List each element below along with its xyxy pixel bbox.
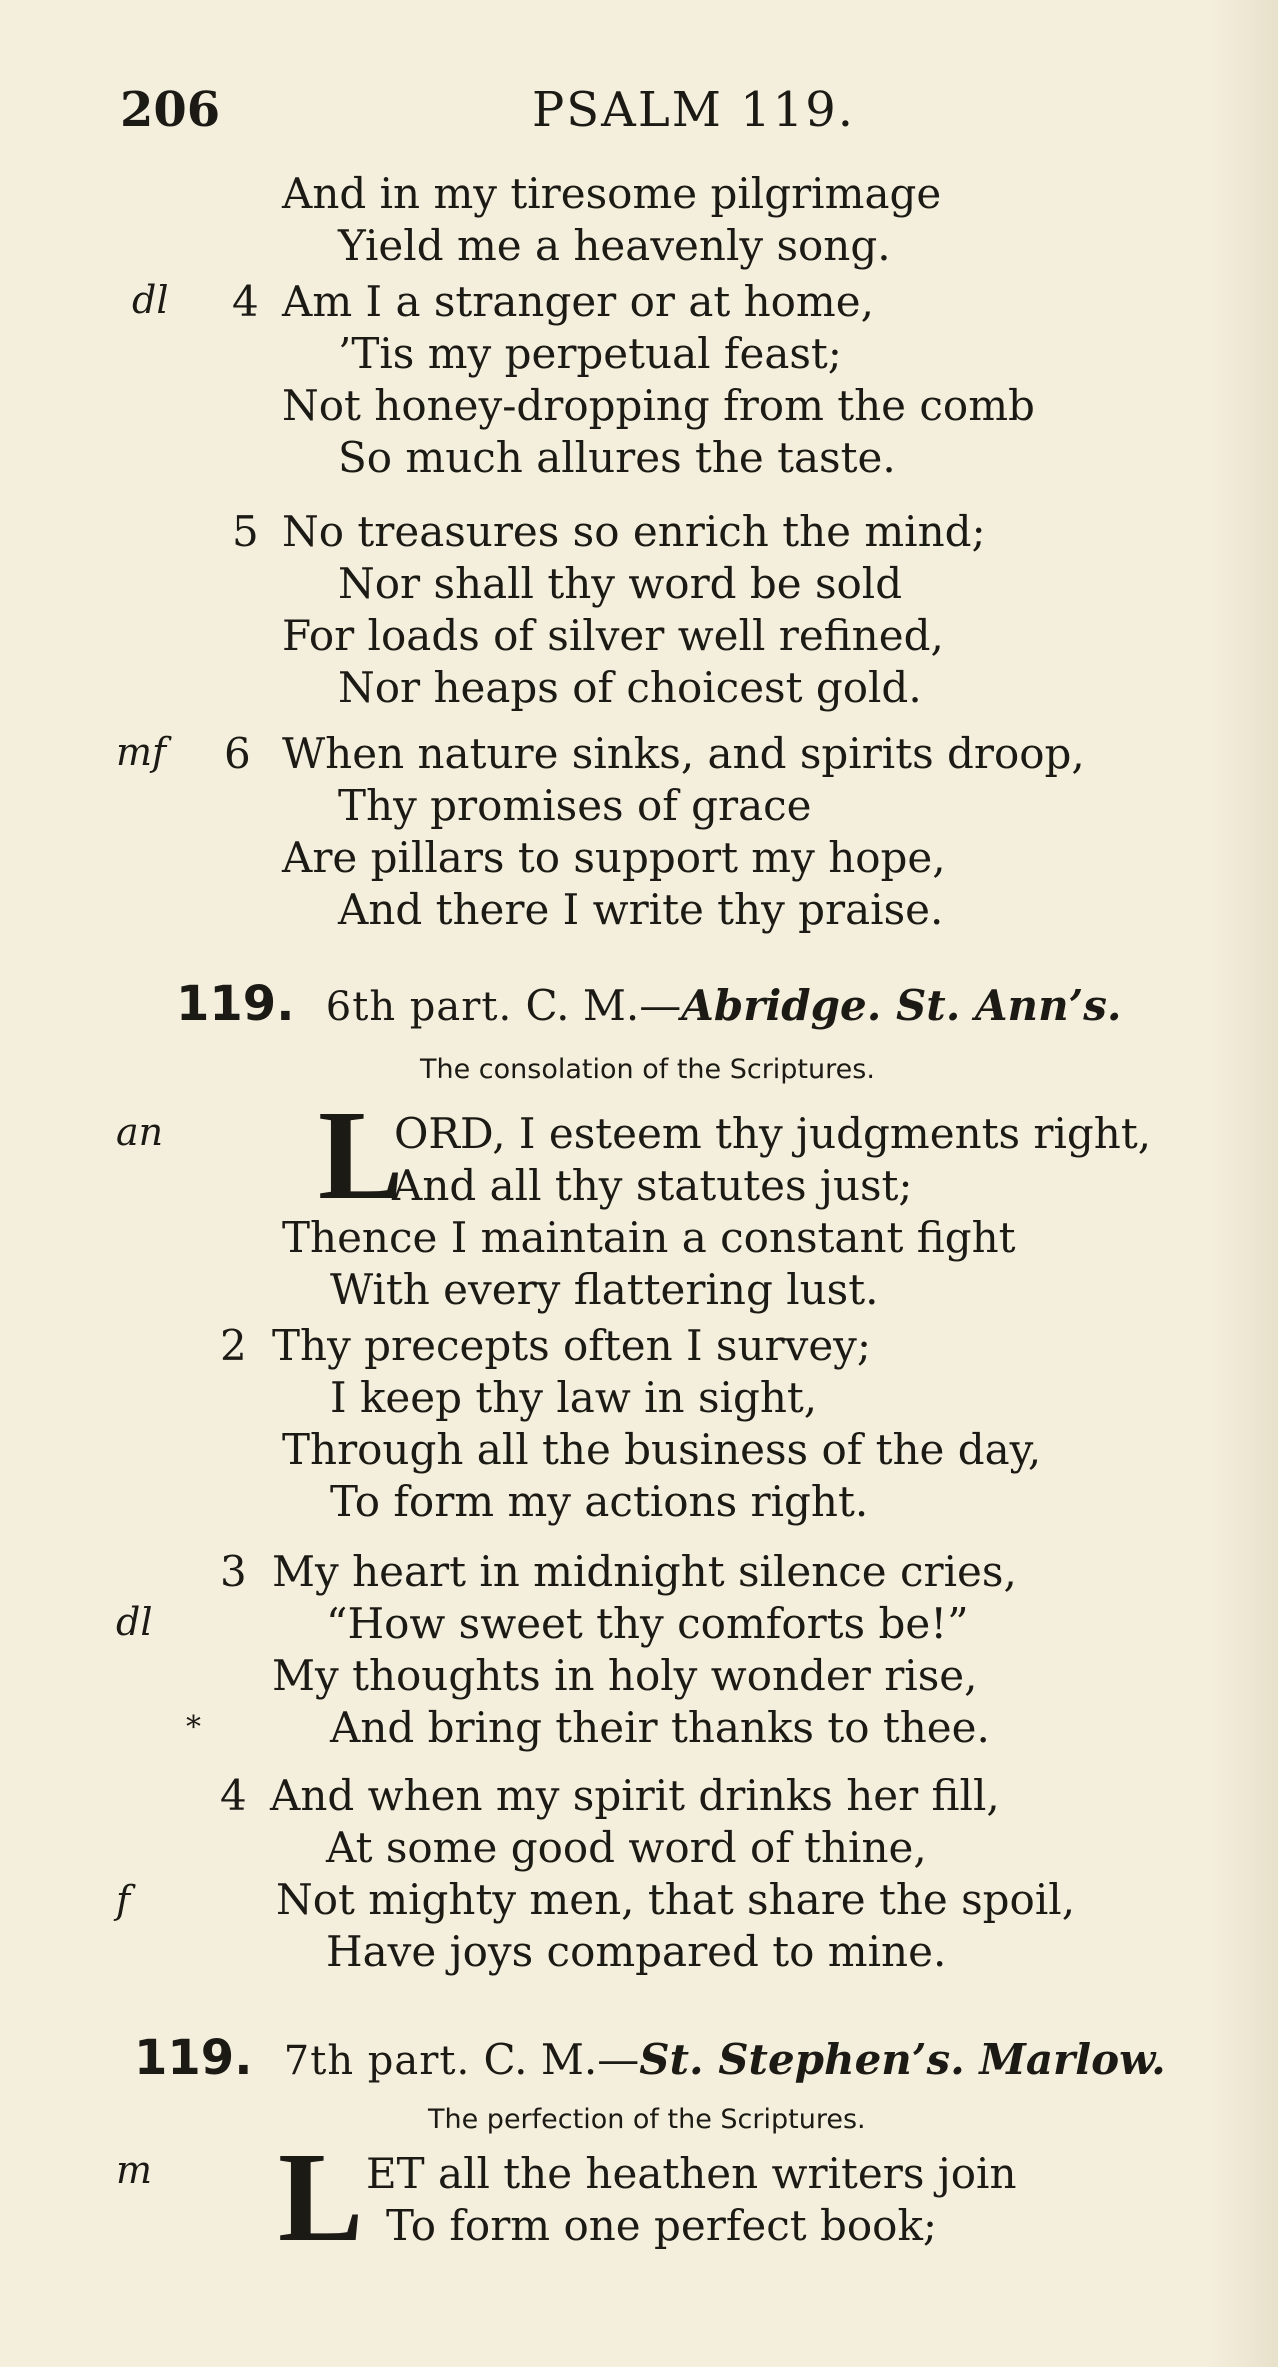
verse-line: To form my actions right. (330, 1477, 869, 1526)
verse-number: 4 (232, 277, 259, 326)
hymn-meter: C. M.— (525, 981, 682, 1030)
verse-line: No treasures so enrich the mind; (282, 507, 986, 556)
page-number: 206 (120, 82, 221, 138)
verse-line: Am I a stranger or at home, (282, 277, 874, 326)
verse-number: 5 (232, 507, 259, 556)
dynamic-mark: f (116, 1878, 131, 1922)
page-header (120, 82, 1220, 152)
verse-line: So much allures the taste. (338, 433, 896, 482)
verse-line: ET all the heathen writers join (366, 2149, 1017, 2198)
verse-line: Thy promises of grace (338, 781, 812, 830)
hymn-number: 119. (176, 976, 295, 1032)
verse-line: My heart in midnight silence cries, (272, 1547, 1017, 1596)
verse-line: My thoughts in holy wonder rise, (272, 1651, 978, 1700)
hymn-heading (134, 2028, 1166, 2091)
verse-line: At some good word of thine, (326, 1823, 927, 1872)
hymn-meter: C. M.— (483, 2035, 640, 2084)
verse-line: I keep thy law in sight, (330, 1373, 818, 1422)
verse-number: 6 (224, 729, 251, 778)
asterisk-marker: * (186, 1710, 201, 1745)
hymn-number: 119. (134, 2030, 253, 2086)
verse-line: To form one perfect book; (386, 2201, 938, 2250)
hymn-tunes: St. Stephen’s. Marlow. (639, 2035, 1166, 2084)
verse-line: With every flattering lust. (330, 1265, 879, 1314)
hymn-part: 7th part. (283, 2038, 471, 2084)
verse-line: Have joys compared to mine. (326, 1927, 947, 1976)
running-title: PSALM 119. (532, 82, 855, 138)
verse-line: ’Tis my perpetual feast; (338, 329, 842, 378)
hymn-subtitle: The consolation of the Scriptures. (420, 1054, 875, 1085)
dynamic-mark: an (116, 1110, 164, 1154)
verse-line: Are pillars to support my hope, (282, 833, 946, 882)
verse-line: And there I write thy praise. (338, 885, 944, 934)
verse-line: For loads of silver well refined, (282, 611, 944, 660)
dynamic-mark: mf (116, 730, 167, 774)
hymn-heading (176, 974, 1122, 1037)
verse-line: Yield me a heavenly song. (338, 221, 891, 270)
verse-line: “How sweet thy comforts be!” (326, 1599, 969, 1648)
verse-line: And in my tiresome pilgrimage (282, 169, 942, 218)
hymn-part: 6th part. (325, 984, 513, 1030)
drop-cap: L (278, 2126, 364, 2268)
verse-number: 4 (220, 1771, 247, 1820)
verse-line: And bring their thanks to thee. (330, 1703, 990, 1752)
verse-line: And all thy statutes just; (392, 1161, 913, 1210)
dynamic-mark: m (116, 2148, 153, 2192)
verse-line: When nature sinks, and spirits droop, (282, 729, 1085, 778)
hymn-tunes: Abridge. St. Ann’s. (681, 981, 1122, 1030)
verse-line: Nor shall thy word be sold (338, 559, 903, 608)
verse-number: 3 (220, 1547, 247, 1596)
dynamic-mark: dl (116, 1600, 153, 1644)
verse-line: Nor heaps of choicest gold. (338, 663, 922, 712)
dynamic-mark: dl (132, 278, 169, 322)
hymn-subtitle: The perfection of the Scriptures. (428, 2104, 866, 2135)
verse-line: Not honey-dropping from the comb (282, 381, 1035, 430)
verse-line: Through all the business of the day, (282, 1425, 1042, 1474)
verse-line: ORD, I esteem thy judgments right, (394, 1109, 1152, 1158)
verse-line: Not mighty men, that share the spoil, (276, 1875, 1076, 1924)
verse-line: And when my spirit drinks her fill, (270, 1771, 1000, 1820)
verse-line: Thence I maintain a constant fight (282, 1213, 1016, 1262)
drop-cap: L (318, 1084, 404, 1226)
verse-line: Thy precepts often I survey; (272, 1321, 872, 1370)
verse-number: 2 (220, 1321, 247, 1370)
